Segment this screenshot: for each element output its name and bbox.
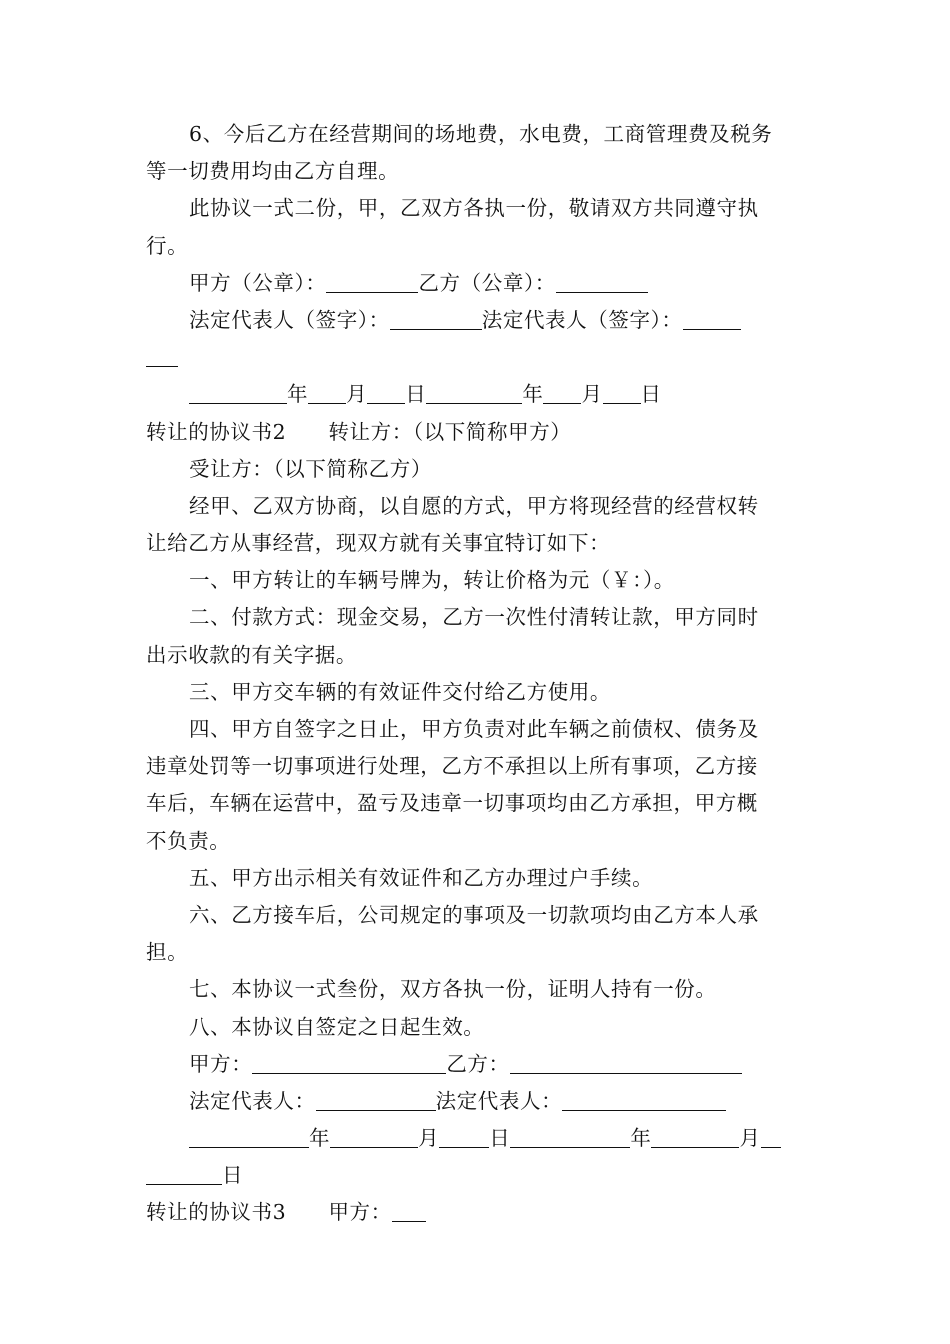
- date-year-label: 年: [287, 382, 309, 407]
- date-line-2-wrap: [146, 1157, 810, 1194]
- date-blank: [426, 381, 522, 404]
- party-b-rep-label: 法定代表人（签字）：: [481, 307, 683, 332]
- date-line-2: [146, 1120, 810, 1157]
- clause-5-line: 五、甲方出示相关有效证件和乙方办理过户手续。: [189, 865, 654, 890]
- date-day-label: 日: [640, 382, 662, 407]
- clause-2-line-1: 二、付款方式：现金交易，乙方一次性付清转让款，甲方同时: [189, 605, 759, 630]
- clause-4-line-3: 车后，车辆在运营中，盈亏及违章一切事项均由乙方承担，甲方概: [146, 791, 758, 816]
- party-b-rep-blank: [683, 307, 741, 330]
- representative-line: [146, 1083, 810, 1120]
- party-a-label: 甲方：: [189, 1051, 253, 1076]
- date-blank: [439, 1125, 489, 1148]
- party-b-blank: [510, 1051, 742, 1074]
- clause-6-line-2: 担。: [146, 940, 189, 965]
- agreement-3-heading: [146, 1194, 810, 1231]
- party-b-seal-blank: [556, 270, 648, 293]
- party-a-rep-blank: [390, 307, 482, 330]
- party-b-label: 乙方：: [446, 1051, 510, 1076]
- date-month-label: 月: [346, 382, 368, 407]
- agreement-2-heading: 转让的协议书2 转让方：（以下简称甲方）: [146, 419, 572, 444]
- party-a-seal-blank: [326, 270, 418, 293]
- date-blank: [330, 1125, 418, 1148]
- clause-7-line: 七、本协议一式叁份，双方各执一份，证明人持有一份。: [189, 977, 717, 1002]
- date-blank: [761, 1125, 781, 1148]
- date-day-label: 日: [222, 1163, 244, 1188]
- clause-4-line-4: 不负责。: [146, 828, 231, 853]
- date-blank: [510, 1125, 630, 1148]
- date-year-label: 年: [522, 382, 544, 407]
- clause-1-line: 一、甲方转让的车辆号牌为，转让价格为元（￥：）。: [189, 568, 675, 593]
- party-a-blank: [252, 1051, 446, 1074]
- copies-line-1: 此协议一式二份，甲，乙双方各执一份，敬请双方共同遵守执: [189, 196, 759, 221]
- clause-6-line-1: 六、乙方接车后，公司规定的事项及一切款项均由乙方本人承: [189, 902, 759, 927]
- clause-4-line-2: 违章处罚等一切事项进行处理，乙方不承担以上所有事项，乙方接: [146, 754, 758, 779]
- seal-line: [146, 265, 810, 302]
- party-a-rep-label: 法定代表人：: [189, 1088, 316, 1113]
- copies-line-2: 行。: [146, 233, 189, 258]
- party-b-rep-blank-cont: [146, 344, 178, 367]
- party-sign-line: [146, 1046, 810, 1083]
- date-line-1: [146, 376, 810, 413]
- date-year-label: 年: [309, 1126, 331, 1151]
- preamble-line-2: 让给乙方从事经营，现双方就有关事宜特订如下：: [146, 531, 611, 556]
- party-b-rep-blank: [562, 1088, 726, 1111]
- party-a-rep-label: 法定代表人（签字）：: [189, 307, 390, 332]
- agreement-3-title: 转让的协议书3 甲方：: [146, 1200, 392, 1225]
- date-day-label: 日: [405, 382, 427, 407]
- document-page: [146, 116, 810, 1232]
- clause-6-line-1: 6、今后乙方在经营期间的场地费，水电费，工商管理费及税务: [189, 122, 773, 146]
- representative-sign-line-wrap: [146, 339, 810, 376]
- date-blank: [189, 381, 287, 404]
- date-blank: [367, 381, 405, 404]
- date-blank: [543, 381, 581, 404]
- clause-8-line: 八、本协议自签定之日起生效。: [189, 1014, 485, 1039]
- clause-6-line-2: 等一切费用均由乙方自理。: [146, 159, 400, 184]
- clause-3-line: 三、甲方交车辆的有效证件交付给乙方使用。: [189, 679, 611, 704]
- party-b-rep-label: 法定代表人：: [435, 1088, 563, 1113]
- date-year-label: 年: [630, 1126, 652, 1151]
- party-a-blank: [392, 1199, 426, 1222]
- date-blank: [189, 1125, 309, 1148]
- transferee-line: 受让方：（以下简称乙方）: [189, 456, 432, 481]
- date-blank: [651, 1125, 739, 1148]
- preamble-line-1: 经甲、乙双方协商，以自愿的方式，甲方将现经营的经营权转: [189, 493, 759, 518]
- date-blank: [308, 381, 346, 404]
- party-a-rep-blank: [316, 1088, 436, 1111]
- date-month-label: 月: [739, 1126, 761, 1151]
- date-blank: [603, 381, 641, 404]
- clause-2-line-2: 出示收款的有关字据。: [146, 642, 357, 667]
- party-b-seal-label: 乙方（公章）：: [418, 270, 556, 295]
- date-month-label: 月: [581, 382, 603, 407]
- date-month-label: 月: [418, 1126, 440, 1151]
- date-day-label: 日: [489, 1126, 511, 1151]
- clause-4-line-1: 四、甲方自签字之日止，甲方负责对此车辆之前债权、债务及: [189, 717, 759, 741]
- date-blank: [146, 1162, 222, 1185]
- representative-sign-line: [146, 302, 810, 339]
- party-a-seal-label: 甲方（公章）：: [189, 270, 327, 295]
